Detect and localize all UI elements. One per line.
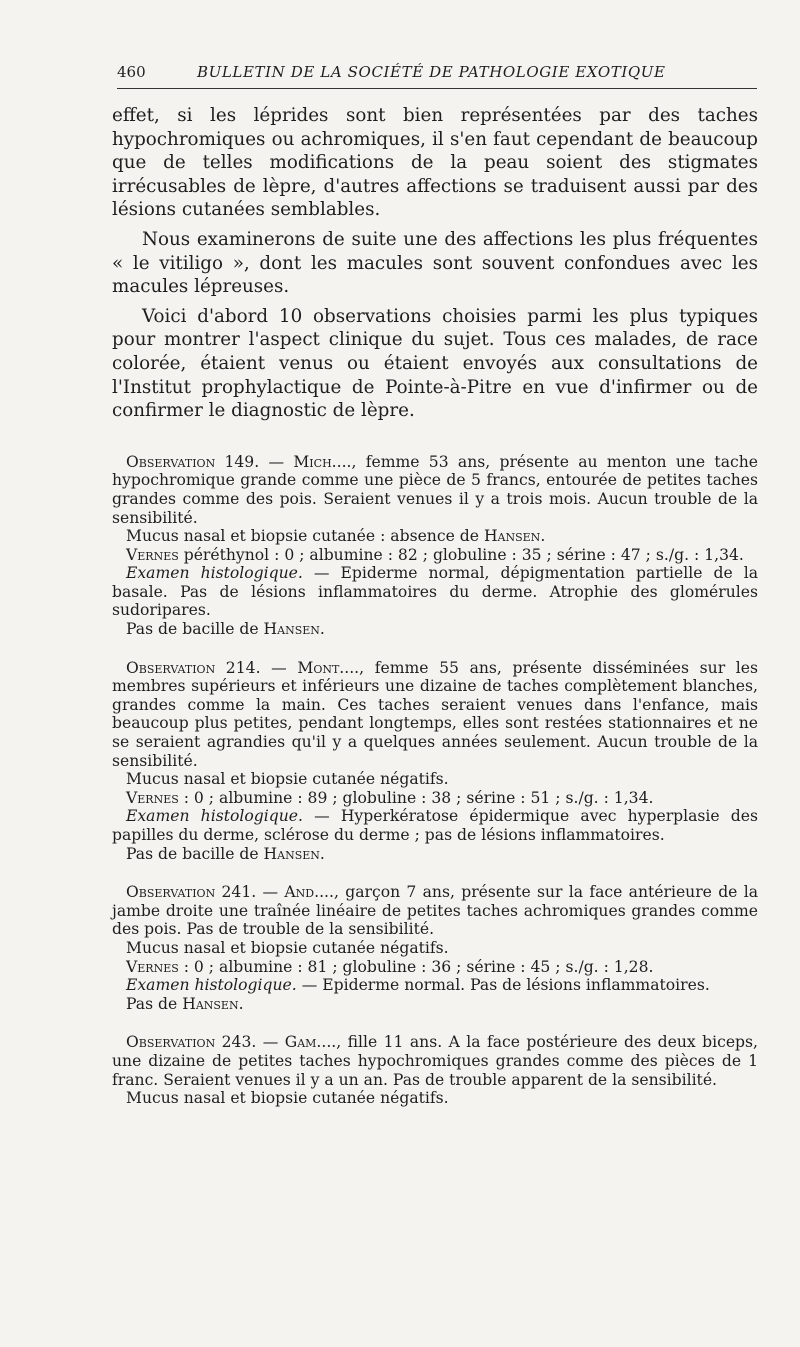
mucus-line: Mucus nasal et biopsie cutanée négatifs. (126, 938, 449, 957)
patient-name: Gam.... (284, 1033, 337, 1052)
bacille-line: Pas de bacille de Hansen. (126, 620, 325, 639)
observation-description: Observation 149. — Mich...., femme 53 ans, présente au menton une tache hypochromique grande comme une pièce de 5 francs, entourée de petites taches grandes comme des pois. Seraient venues il y a trois mois. Aucun trouble de la sensibilité. (112, 452, 758, 527)
intro-paragraph-3: Voici d'abord 10 observations choisies parmi les plus typiques pour montrer l'aspect clinique du sujet. Tous ces malades, de race colorée, étaient venus ou étaient envoyés aux consultations de l'Institut prophylactique de Pointe-à-Pitre en vue d'infirmer ou de confirmer le diagnostic de lèpre. (112, 305, 758, 422)
observation-description: Observation 214. — Mont...., femme 55 ans, présente disséminées sur les membres supérieurs et inférieurs une dizaine de taches complètement blanches, grandes comme la main. Ces taches seraient venues dans l'enfance, mais beaucoup plus petites, pendant longtemps, elles sont restées stationnaires et ne se seraient agrandies qu'il y a quelques années seulement. Aucun trouble de la sensibilité. (112, 658, 758, 770)
page-body (112, 104, 758, 1108)
observation-text: , garçon 7 ans, présente sur la face antérieure de la jambe droite une traînée linéaire de petites taches achromiques grandes comme des pois. Pas de trouble de la sensibilité. (112, 883, 758, 939)
running-header (117, 62, 757, 89)
bacille-line: Pas de Hansen. (126, 994, 244, 1013)
mucus-line: Mucus nasal et biopsie cutanée : absence de Hansen. (126, 527, 546, 546)
observation-241 (112, 883, 758, 1013)
observation-description: Observation 241. — And...., garçon 7 ans, présente sur la face antérieure de la jambe droite une traînée linéaire de petites taches achromiques grandes comme des pois. Pas de trouble de la sensibilité. (112, 883, 758, 939)
observation-label: Observation 214. (126, 658, 261, 677)
bacille-line: Pas de bacille de Hansen. (126, 844, 325, 863)
mucus-line: Mucus nasal et biopsie cutanée négatifs. (126, 1089, 449, 1108)
observation-label: Observation 243. (126, 1033, 257, 1052)
histology-line: Examen histologique. — Epiderme normal. Pas de lésions inflammatoires. (126, 976, 710, 995)
intro-paragraph-2: Nous examinerons de suite une des affections les plus fréquentes « le vitiligo », dont les macules sont souvent confondues avec les macules lépreuses. (112, 228, 758, 298)
histology-line: Examen histologique. — Hyperkératose épidermique avec hyperplasie des papilles du derme, sclérose du derme ; pas de lésions inflammatoires. (112, 807, 758, 844)
patient-name: Mont.... (297, 658, 360, 677)
patient-name: And.... (284, 883, 334, 902)
intro-paragraph-1: effet, si les léprides sont bien représentées par des taches hypochromiques ou achromiques, il s'en faut cependant de beaucoup que de telles modifications de la peau soient des stigmates irrécusables de lèpre, d'autres affections se traduisent aussi par des lésions cutanées semblables. (112, 105, 758, 221)
mucus-line: Mucus nasal et biopsie cutanée négatifs. (126, 770, 449, 789)
observation-description: Observation 243. — Gam...., fille 11 ans. A la face postérieure des deux biceps, une dizaine de petites taches hypochromiques grandes comme des pièces de 1 franc. Seraient venues il y a un an. Pas de trouble apparent de la sensibilité. (112, 1033, 758, 1089)
observation-149 (112, 453, 758, 639)
histology-line: Examen histologique. — Epiderme normal, dépigmentation partielle de la basale. Pas de lésions inflammatoires du derme. Atrophie des glomérules sudoripares. (112, 564, 758, 620)
vernes-line: Vernes péréthynol : 0 ; albumine : 82 ; globuline : 35 ; sérine : 47 ; s./g. : 1,34. (126, 545, 744, 564)
observation-label: Observation 149. (126, 452, 260, 471)
observation-243 (112, 1033, 758, 1107)
observation-label: Observation 241. (126, 883, 257, 902)
patient-name: Mich.... (293, 452, 352, 471)
observation-214 (112, 659, 758, 864)
observation-text: , femme 55 ans, présente disséminées sur les membres supérieurs et inférieurs une dizaine de taches complètement blanches, grandes comme la main. Ces taches seraient venues dans l'enfance, mais beaucoup plus petites, pendant longtemps, elles sont restées stationnaires et ne se seraient agrandies qu'il y a quelques années seulement. Aucun trouble de la sensibilité. (112, 658, 758, 770)
page-number: 460 (117, 63, 146, 81)
vernes-line: Vernes : 0 ; albumine : 89 ; globuline : 38 ; sérine : 51 ; s./g. : 1,34. (126, 788, 654, 807)
journal-title: BULLETIN DE LA SOCIÉTÉ DE PATHOLOGIE EXOTIQUE (197, 63, 666, 81)
observation-text: , femme 53 ans, présente au menton une tache hypochromique grande comme une pièce de 5 francs, entourée de petites taches grandes comme des pois. Seraient venues il y a trois mois. Aucun trouble de la sensibilité. (112, 452, 758, 527)
vernes-line: Vernes : 0 ; albumine : 81 ; globuline : 36 ; sérine : 45 ; s./g. : 1,28. (126, 957, 654, 976)
observation-text: , fille 11 ans. A la face postérieure des deux biceps, une dizaine de petites taches hypochromiques grandes comme des pièces de 1 franc. Seraient venues il y a un an. Pas de trouble apparent de la sensibilité. (112, 1033, 758, 1089)
